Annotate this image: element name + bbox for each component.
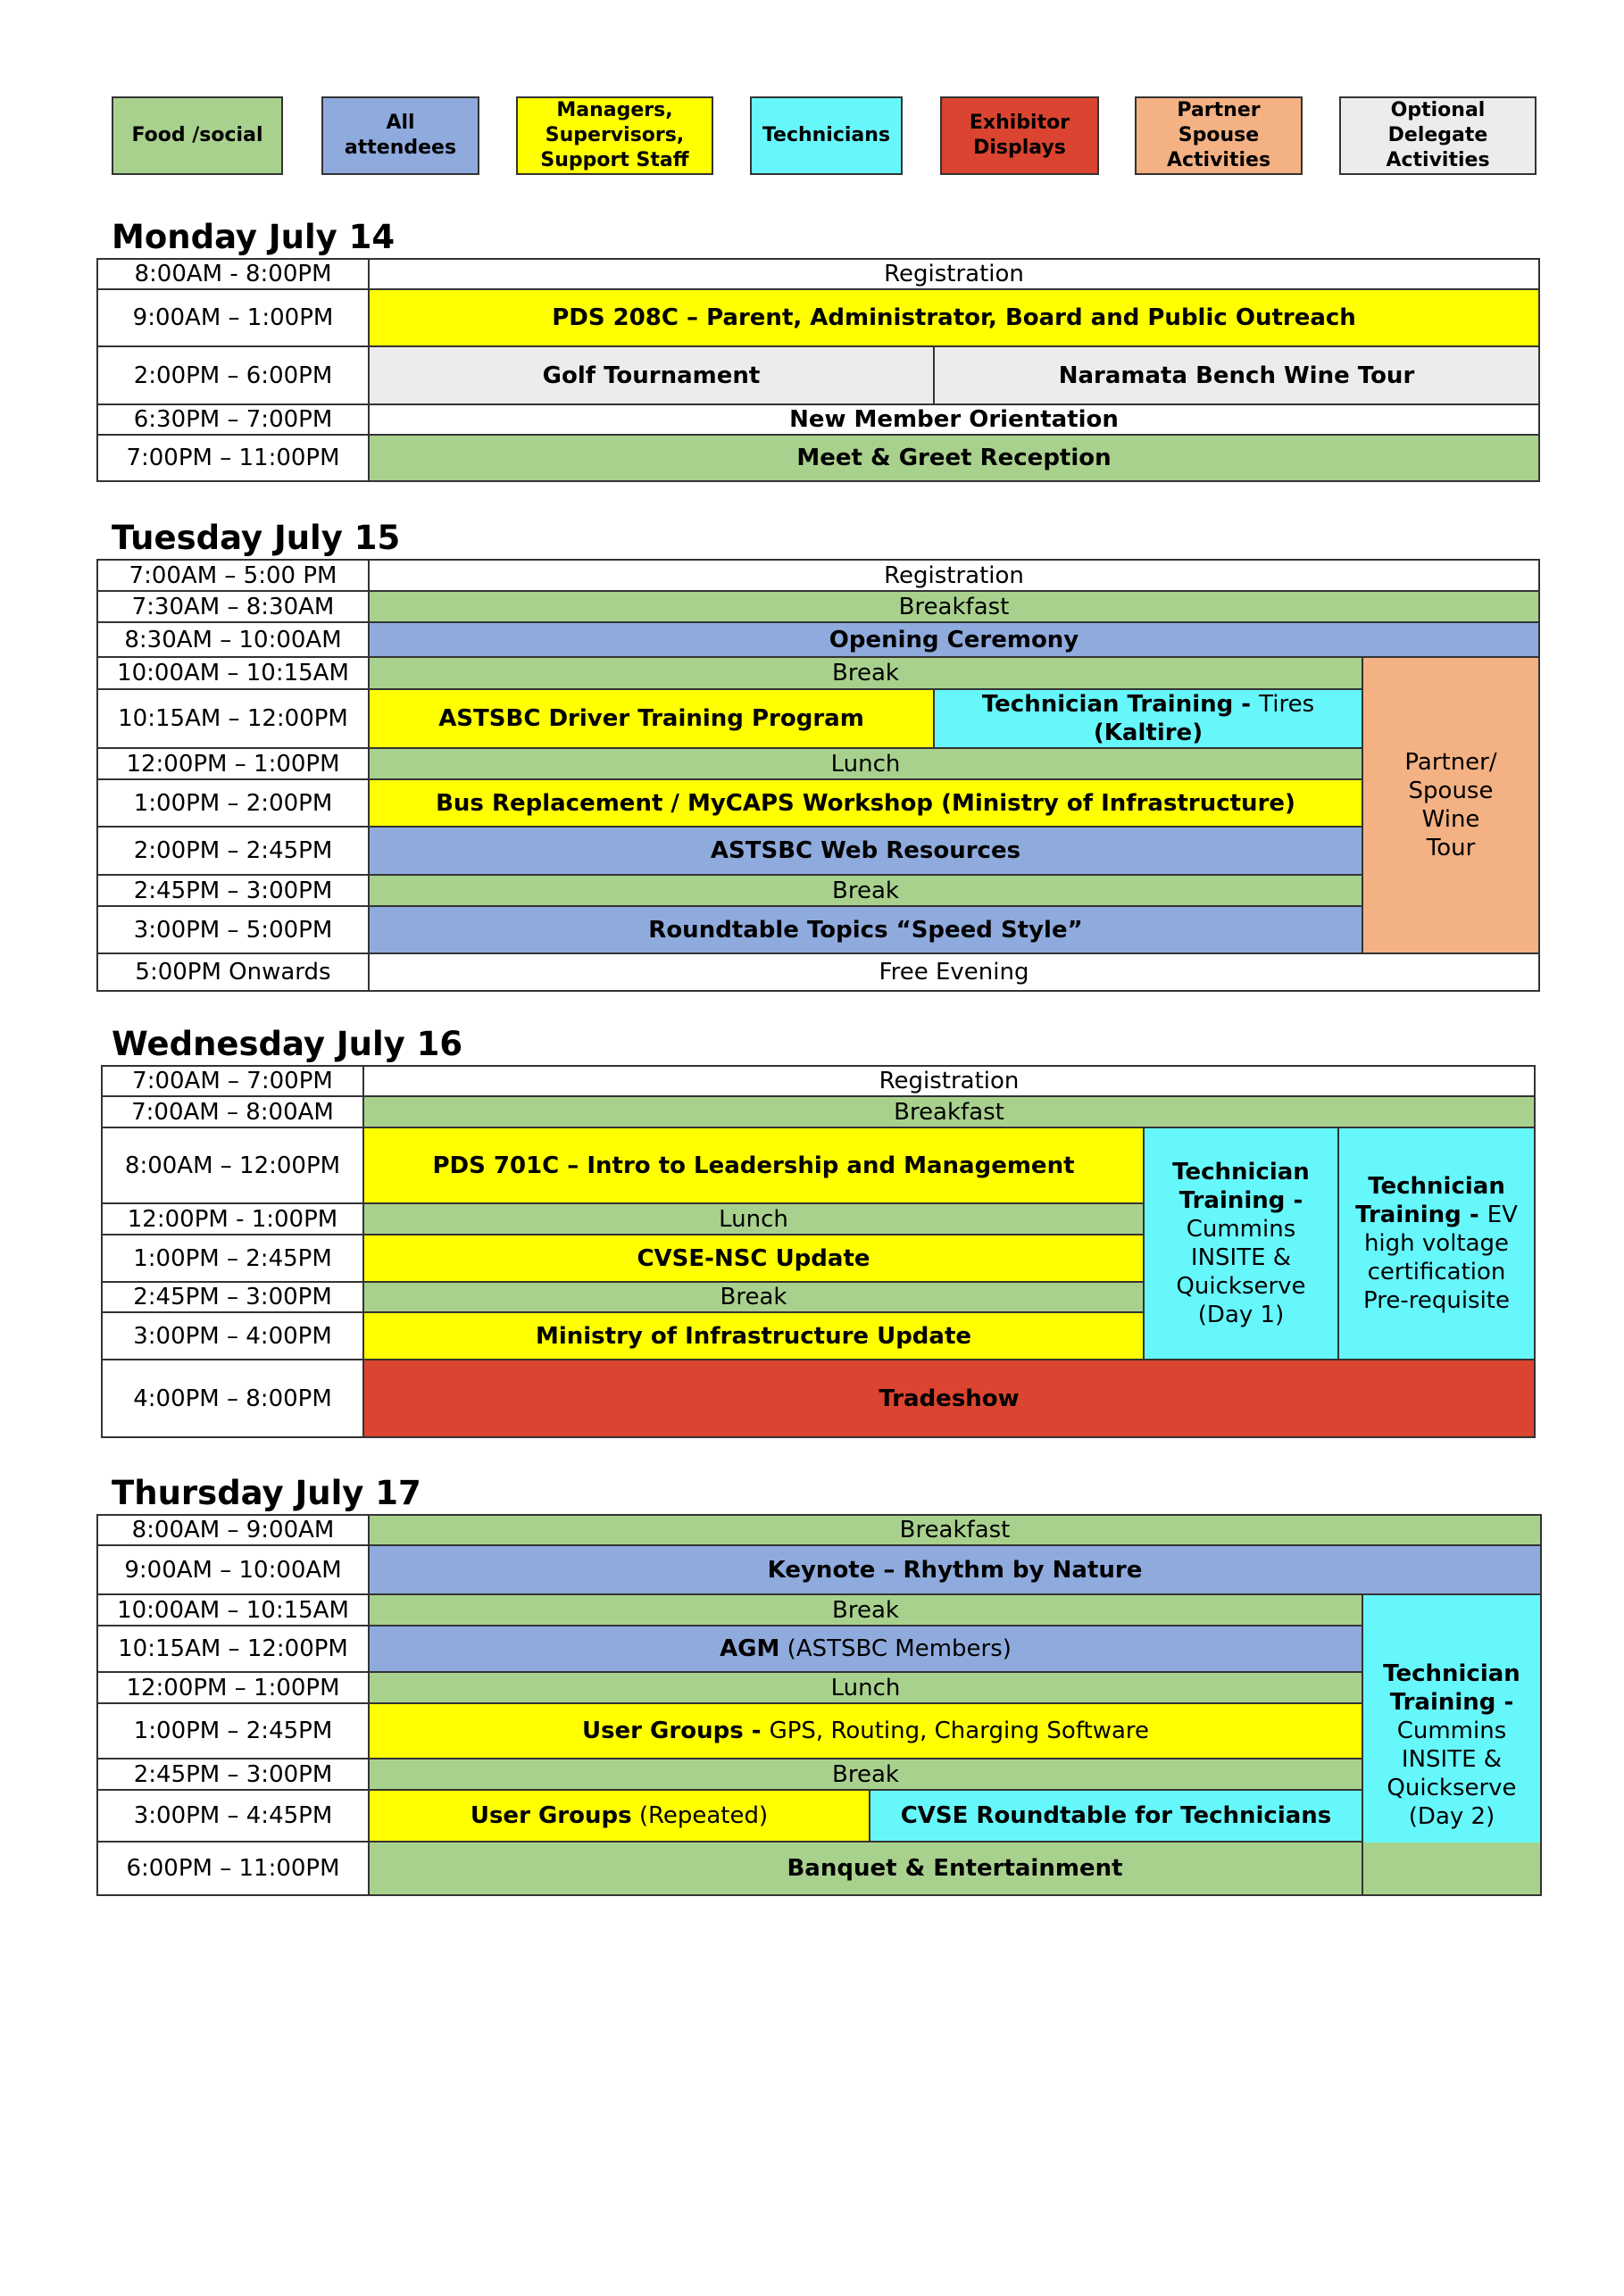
legend-partner-spouse: Partner Spouse Activities (1135, 96, 1303, 175)
time-slot: 4:00PM – 8:00PM (102, 1360, 363, 1437)
tech-training-topic: Tires (1259, 691, 1315, 718)
time-slot: 7:00AM – 5:00 PM (97, 560, 369, 591)
tech-training-label: Technician Training - (1172, 1159, 1310, 1214)
technician-training-tires (934, 689, 1362, 748)
partner-wine-tour: Partner/ Spouse Wine Tour (1362, 657, 1539, 953)
time-slot: 2:45PM – 3:00PM (102, 1282, 363, 1312)
tech-training-label: Technician Training - (981, 691, 1260, 718)
registration: Registration (363, 1066, 1535, 1096)
time-slot: 8:00AM – 9:00AM (97, 1515, 369, 1545)
time-slot: 2:45PM – 3:00PM (97, 1759, 369, 1790)
driver-training-program: ASTSBC Driver Training Program (369, 689, 934, 748)
cvse-nsc-update: CVSE-NSC Update (363, 1235, 1144, 1282)
time-slot: 7:00AM – 8:00AM (102, 1096, 363, 1127)
technician-training-cummins-day1 (1144, 1127, 1338, 1360)
wednesday-heading: Wednesday July 16 (112, 1025, 463, 1063)
technician-training-ev (1338, 1127, 1535, 1360)
banquet-entertainment: Banquet & Entertainment (369, 1842, 1541, 1895)
time-slot: 3:00PM – 5:00PM (97, 906, 369, 953)
keynote: Keynote – Rhythm by Nature (369, 1545, 1541, 1594)
tech-training-provider: (Kaltire) (1093, 720, 1203, 746)
time-slot: 7:30AM – 8:30AM (97, 591, 369, 622)
registration: Registration (369, 560, 1539, 591)
time-slot: 12:00PM – 1:00PM (97, 748, 369, 779)
time-slot: 8:00AM - 8:00PM (97, 259, 369, 289)
breakfast: Breakfast (369, 1515, 1541, 1545)
break: Break (369, 1594, 1362, 1626)
tech-training-label: Technician Training - (1383, 1660, 1520, 1716)
time-slot: 10:15AM – 12:00PM (97, 689, 369, 748)
web-resources: ASTSBC Web Resources (369, 827, 1362, 875)
time-slot: 8:30AM – 10:00AM (97, 622, 369, 657)
legend-all-attendees: All attendees (321, 96, 479, 175)
break: Break (369, 875, 1362, 906)
monday-heading: Monday July 14 (112, 218, 396, 256)
time-slot: 10:00AM – 10:15AM (97, 1594, 369, 1626)
ministry-update: Ministry of Infrastructure Update (363, 1312, 1144, 1360)
thursday-heading: Thursday July 17 (112, 1474, 421, 1512)
session-pds208c: PDS 208C – Parent, Administrator, Board and Public Outreach (369, 289, 1539, 346)
tradeshow: Tradeshow (363, 1360, 1535, 1437)
time-slot: 10:00AM – 10:15AM (97, 657, 369, 689)
tuesday-schedule (96, 559, 1540, 992)
user-groups-label: User Groups (470, 1802, 632, 1829)
roundtable-topics: Roundtable Topics “Speed Style” (369, 906, 1362, 953)
legend-food-social: Food /social (112, 96, 283, 175)
meet-greet-reception: Meet & Greet Reception (369, 435, 1539, 481)
time-slot: 7:00PM – 11:00PM (97, 435, 369, 481)
tuesday-heading: Tuesday July 15 (112, 519, 401, 557)
lunch: Lunch (369, 1672, 1362, 1703)
agm-label: AGM (720, 1635, 780, 1662)
time-slot: 12:00PM – 1:00PM (97, 1672, 369, 1703)
monday-schedule (96, 258, 1540, 482)
tech-training-label: Technician Training - (1355, 1173, 1505, 1228)
lunch: Lunch (369, 748, 1362, 779)
opening-ceremony: Opening Ceremony (369, 622, 1539, 657)
cvse-roundtable-technicians: CVSE Roundtable for Technicians (870, 1790, 1362, 1842)
agm-detail: (ASTSBC Members) (779, 1635, 1012, 1662)
registration: Registration (369, 259, 1539, 289)
agm-session (369, 1626, 1362, 1672)
time-slot: 3:00PM – 4:00PM (102, 1312, 363, 1360)
time-slot: 2:00PM – 2:45PM (97, 827, 369, 875)
golf-tournament: Golf Tournament (369, 346, 934, 404)
breakfast: Breakfast (369, 591, 1539, 622)
user-groups-topics: GPS, Routing, Charging Software (769, 1718, 1150, 1744)
wednesday-schedule (101, 1065, 1536, 1438)
user-groups-repeated-note: (Repeated) (631, 1802, 769, 1829)
new-member-orientation: New Member Orientation (369, 404, 1539, 435)
time-slot: 10:15AM – 12:00PM (97, 1626, 369, 1672)
lunch: Lunch (363, 1203, 1144, 1235)
break: Break (369, 657, 1362, 689)
time-slot: 7:00AM – 7:00PM (102, 1066, 363, 1096)
wine-tour: Naramata Bench Wine Tour (934, 346, 1539, 404)
breakfast: Breakfast (363, 1096, 1535, 1127)
time-slot: 8:00AM – 12:00PM (102, 1127, 363, 1203)
user-groups-label: User Groups - (581, 1718, 770, 1744)
thursday-schedule (96, 1514, 1542, 1896)
time-slot: 12:00PM - 1:00PM (102, 1203, 363, 1235)
time-slot: 9:00AM – 1:00PM (97, 289, 369, 346)
time-slot: 2:00PM – 6:00PM (97, 346, 369, 404)
legend-optional-delegate: Optional Delegate Activities (1339, 96, 1537, 175)
legend-exhibitor: Exhibitor Displays (940, 96, 1099, 175)
free-evening: Free Evening (369, 953, 1539, 991)
tech-training-topic: Cummins INSITE & Quickserve (Day 1) (1176, 1216, 1306, 1328)
time-slot: 6:30PM – 7:00PM (97, 404, 369, 435)
user-groups-session (369, 1703, 1362, 1759)
user-groups-repeated (369, 1790, 870, 1842)
tech-training-topic: Cummins INSITE & Quickserve (Day 2) (1387, 1717, 1517, 1830)
time-slot: 5:00PM Onwards (97, 953, 369, 991)
time-slot: 1:00PM – 2:45PM (102, 1235, 363, 1282)
session-pds701c: PDS 701C – Intro to Leadership and Management (363, 1127, 1144, 1203)
tech-training-topic: EV high voltage certification Pre-requisite (1363, 1202, 1518, 1314)
break: Break (363, 1282, 1144, 1312)
time-slot: 1:00PM – 2:00PM (97, 779, 369, 827)
time-slot: 2:45PM – 3:00PM (97, 875, 369, 906)
legend-managers: Managers, Supervisors, Support Staff (516, 96, 713, 175)
break: Break (369, 1759, 1362, 1790)
time-slot: 6:00PM – 11:00PM (97, 1842, 369, 1895)
bus-replacement-workshop: Bus Replacement / MyCAPS Workshop (Ministry of Infrastructure) (369, 779, 1362, 827)
time-slot: 1:00PM – 2:45PM (97, 1703, 369, 1759)
legend-technicians: Technicians (750, 96, 903, 175)
time-slot: 9:00AM – 10:00AM (97, 1545, 369, 1594)
time-slot: 3:00PM – 4:45PM (97, 1790, 369, 1842)
